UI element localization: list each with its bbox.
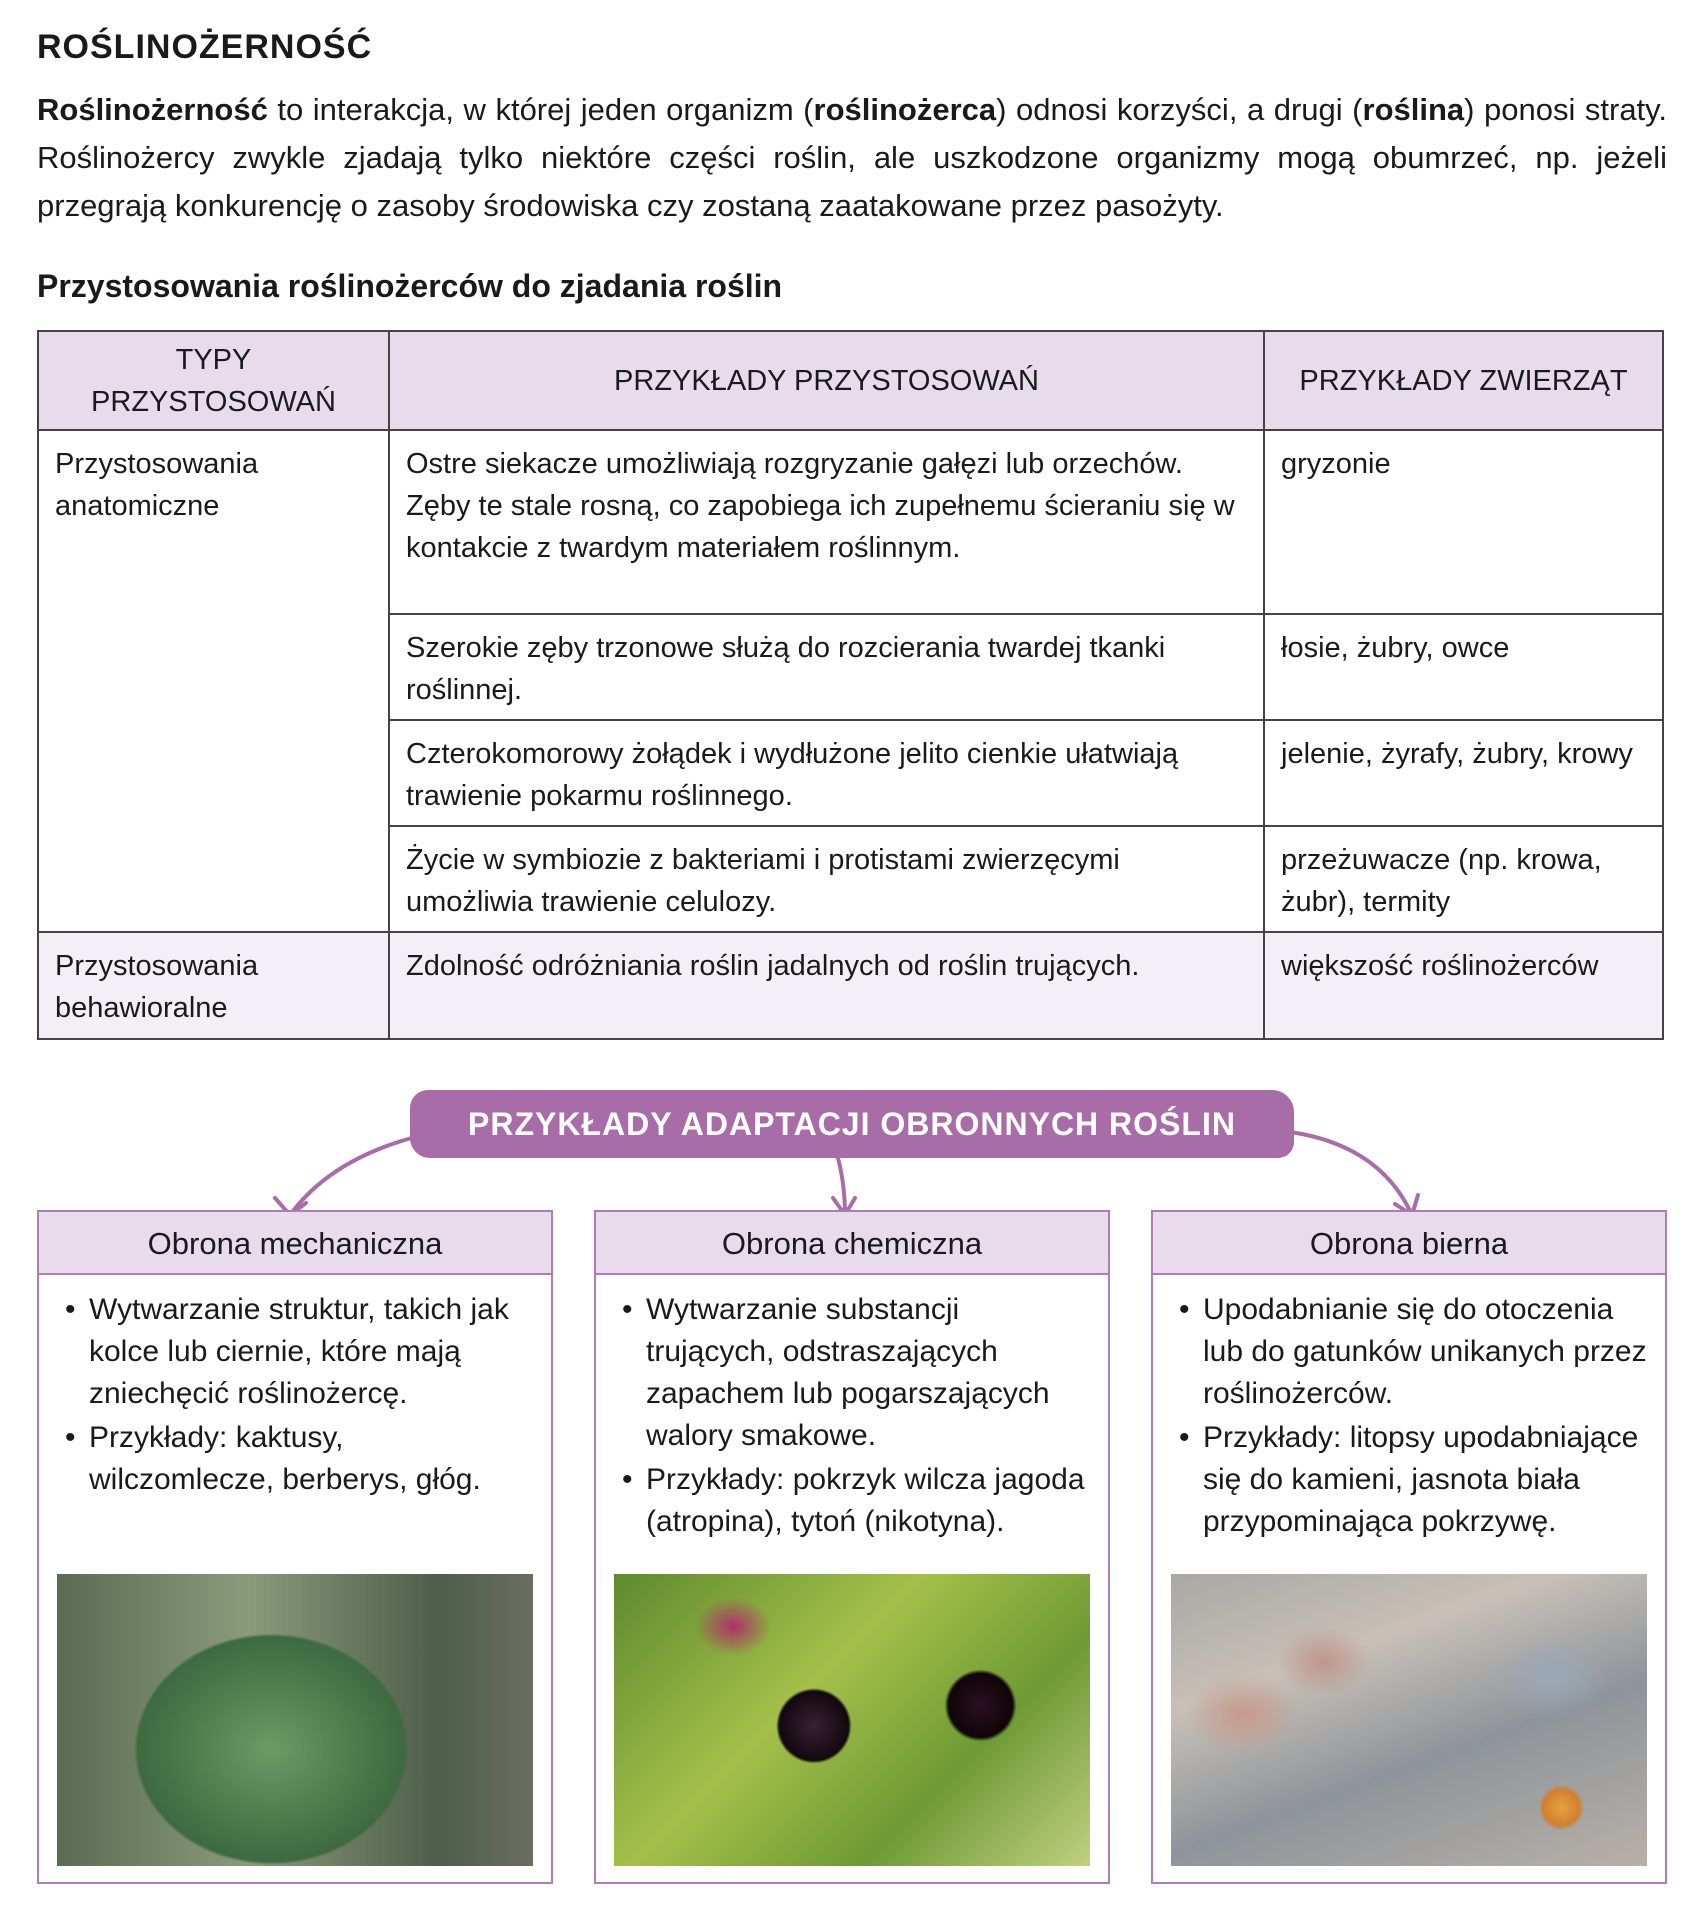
table-header-row <box>38 331 1663 430</box>
header-types: TYPY PRZYSTOSOWAŃ <box>38 331 389 430</box>
example-cell: Czterokomorowy żołądek i wydłużone jelito cienkie ułatwiają trawienie pokarmu roślinnego. <box>389 720 1264 826</box>
bullet: • Wytwarzanie substancji trujących, odstraszających zapachem lub pogarszających walory smakowe. <box>622 1289 1090 1457</box>
bullet: • Przykłady: pokrzyk wilcza jagoda (atropina), tytoń (nikotyna). <box>622 1459 1090 1543</box>
text: ) ponosi straty. Roślinożercy zwykle zjadają tylko niektóre części roślin, ale uszkodzone organizmy mogą obumrzeć, np. jeżeli przegrają konkurencję o zasoby środowiska czy zostaną zaatakowane przez pasożyty. <box>37 92 1667 223</box>
intro-paragraph <box>37 86 1667 230</box>
text: ) odnosi korzyści, a drugi ( <box>996 92 1363 127</box>
animals-cell: jelenie, żyrafy, żubry, krowy <box>1264 720 1663 826</box>
box-title: Obrona bierna <box>1153 1212 1665 1275</box>
section-title: ROŚLINOŻERNOŚĆ <box>37 28 373 66</box>
box-mechanical-defense <box>37 1210 553 1884</box>
lithops-photo <box>1171 1574 1647 1866</box>
box-title: Obrona chemiczna <box>596 1212 1108 1275</box>
header-examples: PRZYKŁADY PRZYSTOSOWAŃ <box>389 331 1264 430</box>
arrow-left <box>290 1137 415 1215</box>
table-title: Przystosowania roślinożerców do zjadania roślin <box>37 268 783 304</box>
belladonna-photo <box>614 1574 1090 1866</box>
table-row <box>38 932 1663 1039</box>
box-title: Obrona mechaniczna <box>39 1212 551 1275</box>
cactus-photo <box>57 1574 533 1866</box>
type-cell: Przystosowania behawioralne <box>38 932 389 1039</box>
animals-cell: łosie, żubry, owce <box>1264 614 1663 720</box>
header-animals: PRZYKŁADY ZWIERZĄT <box>1264 331 1663 430</box>
bullet: • Przykłady: kaktusy, wilczomlecze, berberys, głóg. <box>65 1417 533 1501</box>
term: Roślinożerność <box>37 92 268 127</box>
term: roślinożerca <box>813 92 997 127</box>
animals-cell: przeżuwacze (np. krowa, żubr), termity <box>1264 826 1663 932</box>
adaptations-table <box>37 330 1664 1040</box>
animals-cell: gryzonie <box>1264 430 1663 614</box>
box-passive-defense <box>1151 1210 1667 1884</box>
term: roślina <box>1362 92 1465 127</box>
text: to interakcja, w której jeden organizm ( <box>267 92 814 127</box>
type-cell: Przystosowania anatomiczne <box>38 430 389 932</box>
box-chemical-defense <box>594 1210 1110 1884</box>
example-cell: Ostre siekacze umożliwiają rozgryzanie gałęzi lub orzechów. Zęby te stale rosną, co zapobiega ich zupełnemu ścieraniu się w kontakcie z twardym materiałem roślinnym. <box>389 430 1264 614</box>
example-cell: Życie w symbiozie z bakteriami i protistami zwierzęcymi umożliwia trawienie celulozy. <box>389 826 1264 932</box>
defense-banner: PRZYKŁADY ADAPTACJI OBRONNYCH ROŚLIN <box>410 1090 1294 1158</box>
table-row <box>38 430 1663 614</box>
example-cell: Zdolność odróżniania roślin jadalnych od roślin trujących. <box>389 932 1264 1039</box>
bullet: • Wytwarzanie struktur, takich jak kolce lub ciernie, które mają zniechęcić roślinożercę. <box>65 1289 533 1415</box>
bullet: • Upodabnianie się do otoczenia lub do gatunków unikanych przez roślinożerców. <box>1179 1289 1647 1415</box>
bullet: • Przykłady: litopsy upodabniające się do kamieni, jasnota biała przypominająca pokrzywę. <box>1179 1417 1647 1543</box>
animals-cell: większość roślinożerców <box>1264 932 1663 1039</box>
example-cell: Szerokie zęby trzonowe służą do rozcierania twardej tkanki roślinnej. <box>389 614 1264 720</box>
